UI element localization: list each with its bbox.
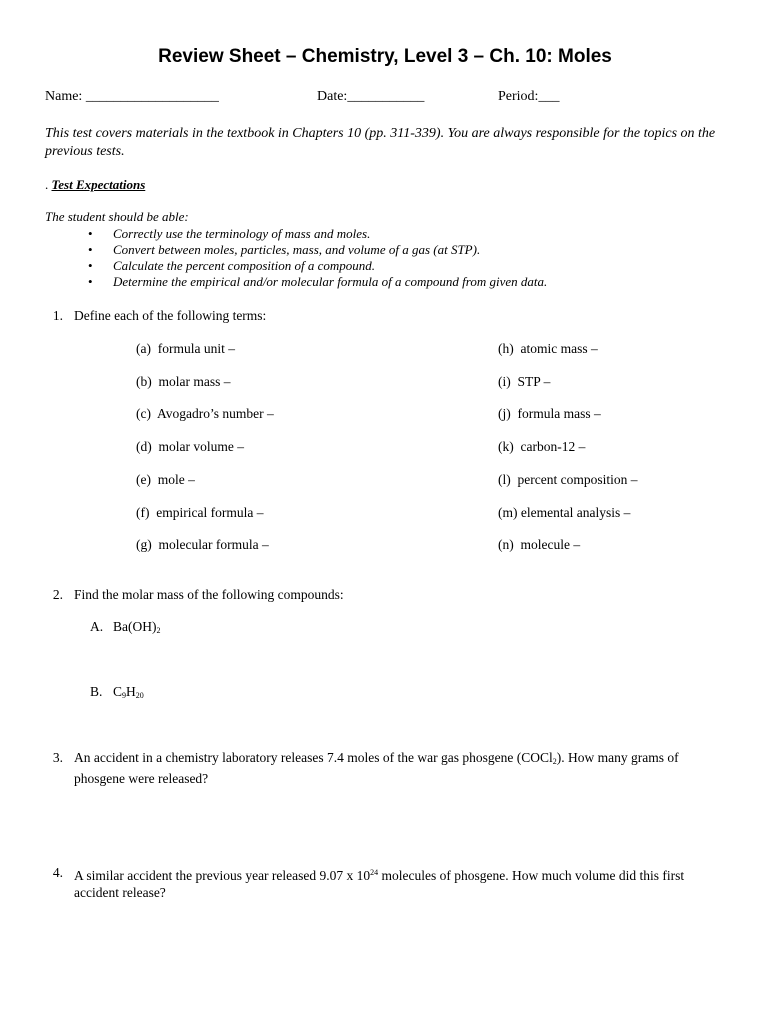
term-e: (e) mole –: [136, 472, 195, 487]
heading-label: Test Expectations: [51, 177, 146, 192]
term-n: (n) molecule –: [498, 537, 581, 552]
term-f: (f) empirical formula –: [136, 505, 264, 520]
term-d: (d) molar volume –: [136, 439, 244, 454]
term-k: (k) carbon-12 –: [498, 439, 586, 454]
date-field: Date:___________: [317, 89, 425, 104]
term-a: (a) formula unit –: [136, 341, 235, 356]
period-field: Period:___: [498, 89, 560, 104]
name-field: Name: ___________________: [45, 89, 219, 104]
question-2: [45, 586, 714, 603]
expectations-list: [88, 226, 547, 290]
term-b: (b) molar mass –: [136, 374, 231, 389]
bullet-icon: •: [88, 274, 93, 289]
bullet-icon: •: [88, 258, 93, 273]
bullet-icon: •: [88, 242, 93, 257]
question-number: 3.: [52, 750, 63, 765]
list-item: • Determine the empirical and/or molecular formula of a compound from given data.: [88, 274, 548, 289]
test-expectations-heading: [45, 177, 145, 193]
intro-paragraph: This test covers materials in the textbook in Chapters 10 (pp. 311-339). You are always responsible for the topics on the previous tests.: [45, 126, 716, 159]
term-l: (l) percent composition –: [498, 472, 638, 487]
term-g: (g) molecular formula –: [136, 537, 269, 552]
list-item: • Calculate the percent composition of a compound.: [88, 258, 375, 273]
question-text: Define each of the following terms:: [74, 308, 267, 323]
list-item: • Convert between moles, particles, mass, and volume of a gas (at STP).: [88, 242, 481, 257]
question-4: [45, 864, 714, 901]
question-1: [45, 307, 714, 324]
question-number: 2.: [52, 587, 63, 602]
heading-prefix: .: [45, 177, 49, 192]
term-c: (c) Avogadro’s number –: [136, 406, 274, 421]
compound-b: B. $C_9H_{20}$: [90, 684, 144, 700]
list-item: • Correctly use the terminology of mass and moles.: [88, 226, 371, 241]
question-text: An accident in a chemistry laboratory releases 7.4 moles of the war gas phosgene (COCl$_2$). How many grams of phosgene were released?: [74, 750, 679, 786]
expectations-lead: The student should be able:: [45, 209, 189, 224]
term-j: (j) formula mass –: [498, 406, 601, 421]
question-number: 1.: [52, 308, 63, 323]
term-h: (h) atomic mass –: [498, 341, 598, 356]
question-text: Find the molar mass of the following compounds:: [74, 587, 344, 602]
question-3: [45, 749, 714, 787]
compound-a: A. $Ba(OH)_2$: [90, 619, 161, 635]
page-title: Review Sheet – Chemistry, Level 3 – Ch. 10: Moles: [158, 46, 612, 67]
bullet-icon: •: [88, 226, 93, 241]
question-text: A similar accident the previous year released 9.07 x $10^{24}$ molecules of phosgene. How much volume did this first accident release?: [74, 868, 685, 900]
term-m: (m) elemental analysis –: [498, 505, 631, 520]
term-i: (i) STP –: [498, 374, 551, 389]
question-number: 4.: [52, 865, 63, 880]
